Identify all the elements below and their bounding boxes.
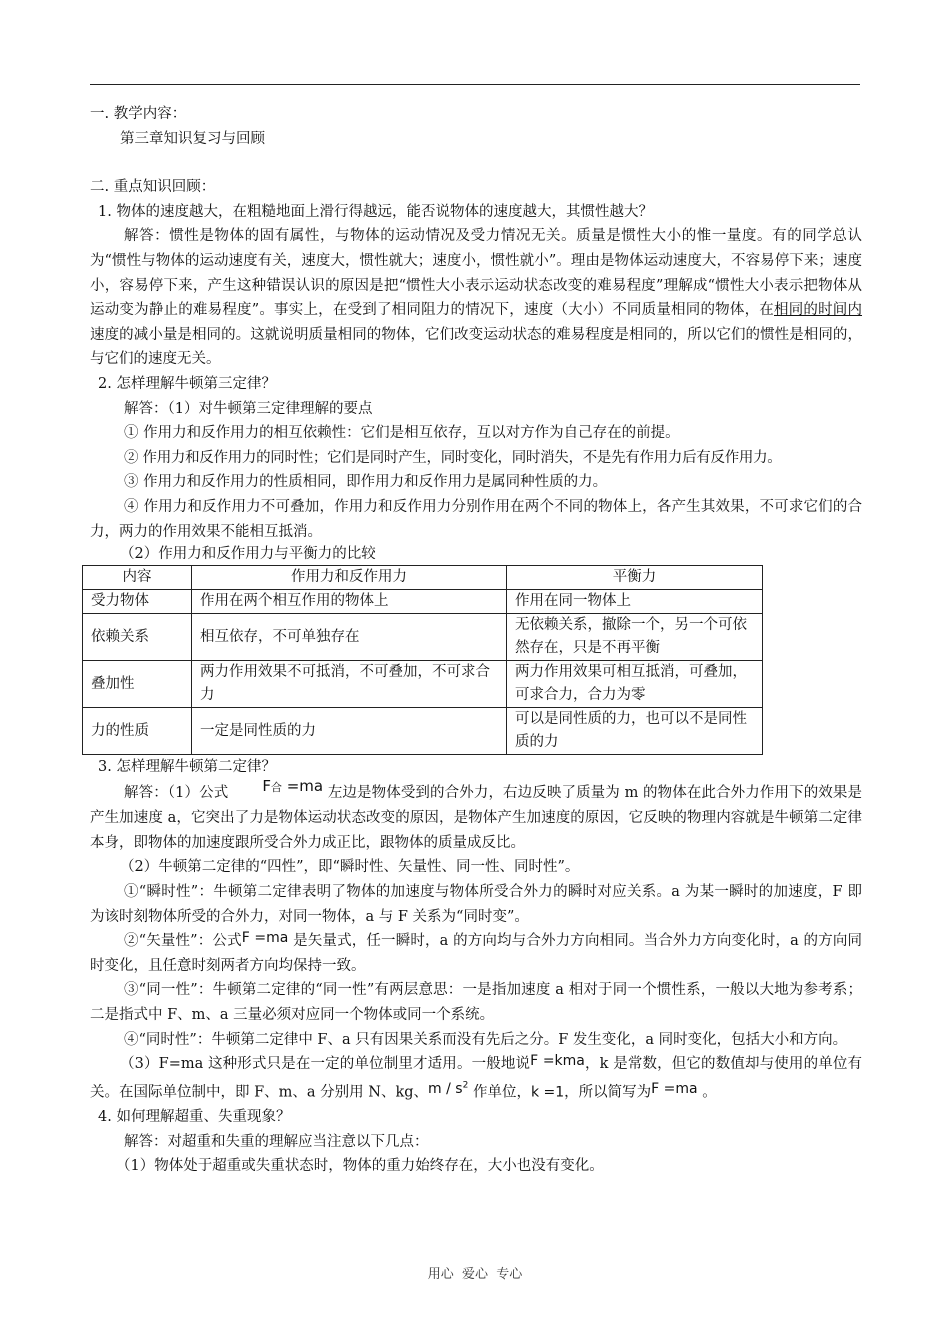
q4-point-1: （1）物体处于超重或失重状态时，物体的重力始终存在，大小也没有变化。 — [116, 1158, 604, 1175]
q1-answer-underlined: 相同的时间内 — [773, 302, 863, 319]
table-cell: 受力物体 — [83, 590, 192, 614]
table-cell: 无依赖关系，撤除一个，另一个可依然存在，只是不再平衡 — [507, 614, 763, 661]
table-cell: 作用在同一物体上 — [507, 590, 763, 614]
formula-f-net — [228, 774, 323, 801]
q3-a1-text: 左边是物体受到的合外力，右边反映了质量为 m 的物体在此合外力作用下的效果是产生加速度 a，它突出了力是物体运动状态改变的原因，是物体产生加速度的原因，它反映的物理内容就是牛顿第二定律本身，即物体的加速度跟所受合外力成正比，跟物体的质量成反比。 — [90, 784, 863, 851]
formula-rhs: =ma — [281, 776, 324, 795]
q3-a3-end: 。 — [697, 1084, 717, 1101]
table-cell: 作用在两个相互作用的物体上 — [192, 590, 507, 614]
q1-question: 1. 物体的速度越大，在粗糙地面上滑行得越远，能否说物体的速度越大，其惯性越大？ — [98, 203, 653, 220]
q3-point-4: ④“同时性”：牛顿第二定律中 F、a 只有因果关系而没有先后之分。F 发生变化，a 同时变化，包括大小和方向。 — [124, 1031, 848, 1048]
q3-a3-text-1: ，k 是常数，但它的数值却与使用的单位有关。在国际单位制中，即 F、m、a 分别用 N、kg、 — [90, 1056, 862, 1101]
table-header-row — [83, 566, 763, 590]
formula-unit — [428, 1081, 468, 1097]
table-cell: 力的性质 — [83, 708, 192, 755]
q3-a1-prefix: 解答：（1）公式 — [124, 784, 229, 801]
q3-answer-1 — [90, 776, 863, 856]
section1-heading: 一. 教学内容： — [90, 106, 187, 122]
section1-topic: 第三章知识复习与回顾 — [120, 130, 265, 147]
q2-answer-intro: 解答：（1）对牛顿第三定律理解的要点 — [124, 400, 373, 417]
formula-subscript: 合 — [270, 780, 282, 794]
q3-a3-text-3: ，所以简写为 — [564, 1084, 652, 1101]
q3-point-1: ①“瞬时性”：牛顿第二定律表明了物体的加速度与物体所受合外力的瞬时对应关系。a 为某一瞬时的加速度，F 即为该时刻物体所受的合外力，对同一物体，a 与 F 关系为“同时变”。 — [90, 884, 862, 925]
table-header-cell: 平衡力 — [507, 566, 763, 590]
page-footer: 用心 爱心 专心 — [427, 1267, 523, 1282]
table-cell: 两力作用效果不可抵消，不可叠加，不可求合力 — [192, 661, 507, 708]
q3-answer-2: （2）牛顿第二定律的“四性”，即“瞬时性、矢量性、同一性、同时性”。 — [120, 859, 580, 876]
spacer — [90, 151, 862, 175]
table-cell: 相互依存，不可单独存在 — [192, 614, 507, 661]
table-header-cell: 作用力和反作用力 — [192, 566, 507, 590]
table-cell: 依赖关系 — [83, 614, 192, 661]
q3-point-2 — [90, 929, 862, 978]
q4-answer-intro: 解答：对超重和失重的理解应当注意以下几点： — [124, 1133, 429, 1150]
unit-base: m / s — [428, 1081, 463, 1098]
q2-point-1: ① 作用力和反作用力的相互依赖性：它们是相互依存，互以对方作为自己存在的前提。 — [124, 425, 680, 442]
table-row — [83, 614, 763, 661]
table-row — [83, 590, 763, 614]
table-cell: 叠加性 — [83, 661, 192, 708]
q4-question: 4. 如何理解超重、失重现象？ — [98, 1109, 291, 1126]
formula-f-ma: F =ma — [241, 930, 289, 947]
q3-a3-prefix: （3）F=ma 这种形式只是在一定的单位制里才适用。一般地说 — [120, 1056, 531, 1073]
q3-answer-3 — [90, 1052, 862, 1105]
q3-p2-text: 是矢量式，任一瞬时，a 的方向均与合外力方向相同。当合外力方向变化时，a 的方向同时变化，且任意时刻两者方向均保持一致。 — [90, 933, 863, 974]
q2-point-3: ③ 作用力和反作用力的性质相同，即作用力和反作用力是属同种性质的力。 — [124, 474, 608, 491]
comparison-table — [82, 565, 763, 755]
q2-point-4: ④ 作用力和反作用力不可叠加，作用力和反作用力分别作用在两个不同的物体上，各产生其效果，不可求它们的合力，两力的作用效果不能相互抵消。 — [90, 498, 862, 540]
formula-f-kma: F =kma — [530, 1053, 585, 1070]
header-rule — [90, 84, 860, 85]
q1-answer — [90, 224, 862, 372]
section2-heading: 二. 重点知识回顾： — [90, 179, 216, 196]
formula-f-ma: F =ma — [651, 1081, 698, 1098]
q2-point-2: ② 作用力和反作用力的同时性；它们是同时产生，同时变化，同时消失，不是先有作用力后有反作用力。 — [124, 449, 782, 466]
q2-question: 2. 怎样理解牛顿第三定律？ — [98, 375, 276, 392]
formula-k-equals-1: k =1 — [530, 1084, 565, 1101]
table-row — [83, 661, 763, 708]
q1-answer-part-b: 速度的减小量是相同的。这就说明质量相同的物体，它们改变运动状态的难易程度是相同的，所以它们的惯性是相同的，与它们的速度无关。 — [90, 326, 862, 368]
unit-exponent: 2 — [462, 1080, 469, 1091]
table-cell: 可以是同性质的力，也可以不是同性质的力 — [507, 708, 763, 755]
q3-question: 3. 怎样理解牛顿第二定律？ — [98, 759, 276, 776]
document-body — [90, 102, 862, 1179]
table-cell: 一定是同性质的力 — [192, 708, 507, 755]
q3-point-3: ③“同一性”：牛顿第二定律的“同一性”有两层意思：一是指加速度 a 相对于同一个惯性系，一般以大地为参考系；二是指式中 F、m、a 三量必须对应同一个物体或同一个系统。 — [90, 982, 862, 1024]
q2-table-caption: （2）作用力和反作用力与平衡力的比较 — [120, 546, 376, 563]
formula-symbol: F — [262, 776, 271, 795]
q1-answer-part-a: 解答：惯性是物体的固有属性，与物体的运动情况及受力情况无关。质量是惯性大小的惟一量度。有的同学总认为“惯性与物体的运动速度有关，速度大，惯性就大；速度小，惯性就小”。理由是物体运动速度大，不容易停下来；速度小，容易停下来，产生这种错误认识的原因是把“惯性大小表示运动状态改变的难易程度”理解成“惯性大小表示把物体从运动变为静止的难易程度”。事实上，在受到了相同阻力的情况下，速度（大小）不同质量相同的物体，在 — [90, 228, 862, 319]
table-cell: 两力作用效果可相互抵消，可叠加，可求合力，合力为零 — [507, 661, 763, 708]
q3-p2-prefix: ②“矢量性”：公式 — [124, 933, 242, 950]
q3-a3-text-2: 作单位， — [468, 1084, 531, 1101]
table-row — [83, 708, 763, 755]
table-header-cell: 内容 — [83, 566, 192, 590]
